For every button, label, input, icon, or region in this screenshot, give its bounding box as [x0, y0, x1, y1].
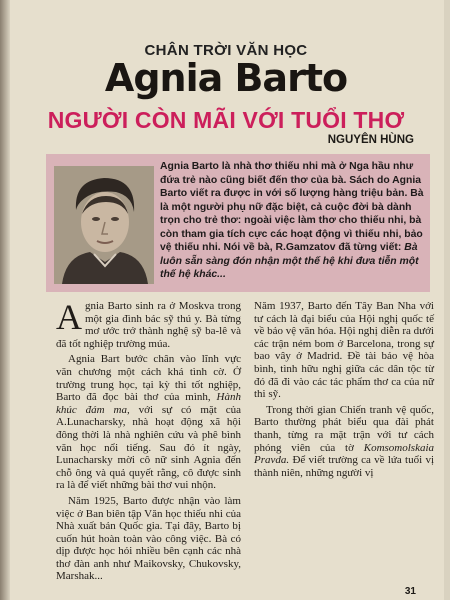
article-title: Agnia Barto [104, 56, 348, 100]
intro-box [46, 154, 430, 292]
paragraph-2-text-b: với sự có mặt của A.Lunacharsky, nhà hoạt động xã hội đông thời là nhà nghiên cứu và phê bình văn học nổi tiếng. Sau đó ít ngày, Lunacharsky mời cô nữ sinh Agnia đến chỗ ông và quả quyết rằng, cô được sinh ra là để viết những bài thơ vui nhộn. [56, 403, 241, 492]
newspaper-title: Komsomolskaia Pravda. [254, 441, 435, 467]
binding-shadow [0, 0, 10, 600]
paragraph-2 [56, 353, 241, 492]
intro-body: Agnia Barto là nhà thơ thiếu nhi mà ở Nga hầu như đứa trẻ nào cũng biết đến thơ của bà. Sách do Agnia Barto viết ra được in với số lượng hàng triệu bản. Bà là một người phụ nữ đặc biệt, cả cuộc đời bà dành trọn cho trẻ thơ: ngoài việc làm thơ cho thiếu nhi, bà còn tham gia tích cực các hoạt động vì thiếu nhi, bảo vệ thiếu nhi. Nói về bà, R.Gamzatov đã từng viết: [160, 161, 424, 253]
column-right [254, 300, 434, 482]
paragraph-4-text: Năm 1937, Barto đến Tây Ban Nha với tư cách là đại biểu của Hội nghị quốc tế về bảo vệ văn hóa. Hội nghị diễn ra dưới các trận ném bom ở Barcelona, trong sự bao vây ở Madrid. Đề tài bảo vệ hòa bình, tình hữu nghị giữa các dân tộc từ đó đã đi vào các tác phẩm thơ ca của nữ thi sỹ. [254, 300, 434, 401]
drop-cap: A [56, 297, 82, 337]
paragraph-1-text: gnia Barto sinh ra ở Moskva trong một gia đình bác sỹ thú y. Bà từng mơ ước trở thành nghệ sỹ ba-lê và đã tốt nghiệp trường múa. [56, 300, 241, 350]
magazine-page [8, 0, 444, 600]
section-kicker: CHÂN TRỜI VĂN HỌC [144, 42, 308, 59]
intro-text [160, 160, 424, 282]
paragraph-5 [254, 404, 434, 480]
paragraph-3 [56, 495, 241, 583]
author-portrait [54, 166, 154, 284]
poem-title: Hành khúc đám ma, [56, 391, 241, 416]
paragraph-4 [254, 300, 434, 401]
author-byline: NGUYÊN HÙNG [327, 134, 414, 146]
column-left [56, 297, 241, 586]
paragraph-5-text-a: Trong thời gian Chiến tranh vệ quốc, Barto thường phát biểu qua đài phát thanh, từng ra mặt trận với tư cách phóng viên của tờ [254, 403, 434, 454]
article-headline: NGƯỜI CÒN MÃI VỚI TUỔI THƠ [47, 107, 405, 133]
intro-quote: Bà luôn sẵn sàng đón nhận một thế hệ khi đưa tiễn một thế hệ khác... [160, 242, 419, 280]
paragraph-2-text-a: Agnia Bart bước chân vào lĩnh vực văn chương một cách khá tình cờ. Ở trường trung học, tại kỳ thi tốt nghiệp, Barto đã đọc bài thơ của mình, [56, 353, 241, 404]
paragraph-5-text-b: Để viết trường ca về lứa tuổi vị thành niên, những người vị [254, 454, 434, 479]
page-number: 31 [404, 586, 416, 597]
paragraph-1 [56, 297, 241, 350]
paragraph-3-text: Năm 1925, Barto được nhận vào làm việc ở Ban biên tập Văn học thiếu nhi của Nhà xuất bản Quốc gia. Tại đây, Barto bị cuốn hút hoàn toàn vào công việc. Bà có dịp được học hỏi nhiều bên cạnh các nhà thơ đàn anh như Maikovsky, Chukovsky, Marshak... [56, 494, 241, 583]
portrait-photo-icon [54, 166, 154, 284]
